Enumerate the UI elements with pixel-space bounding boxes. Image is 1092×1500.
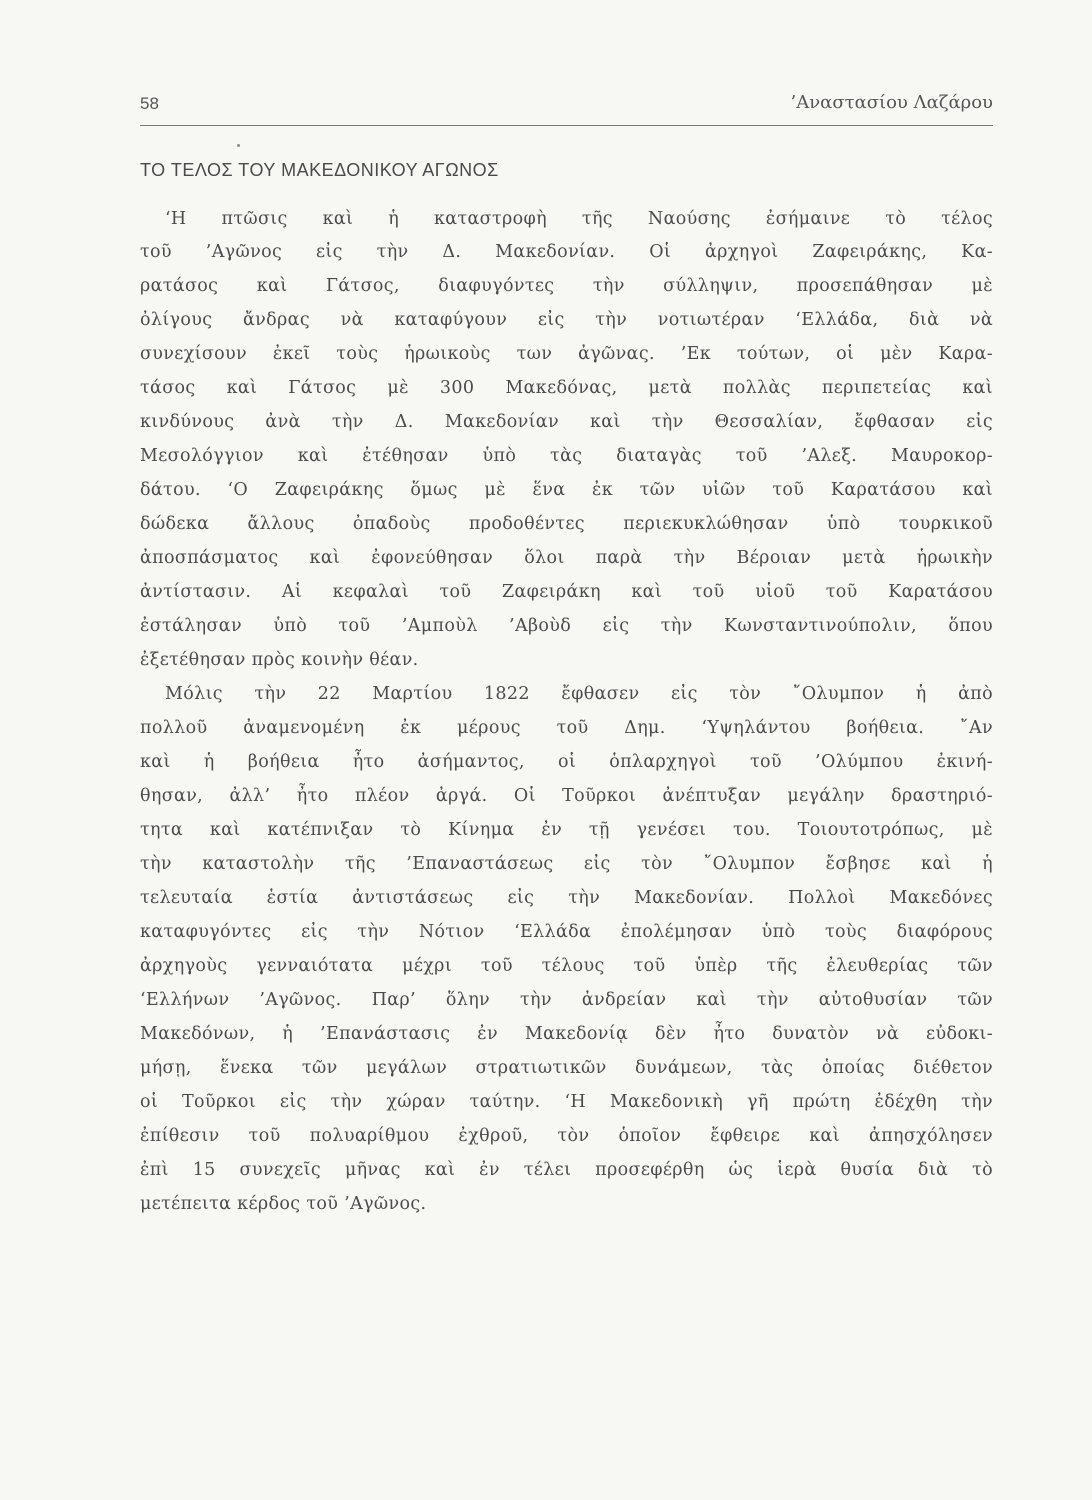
text-line: πολλοῦ ἀναμενομένη ἐκ μέρους τοῦ Δημ. ‘Υψηλάντου βοήθεια. ῎Αν	[140, 718, 993, 738]
text-line: τοῦ ’Αγῶνος εἰς τὴν Δ. Μακεδονίαν. Οἱ ἀρχηγοὶ Ζαφειράκης, Κα-	[140, 242, 993, 262]
text-line: δάτου. ‘Ο Ζαφειράκης ὅμως μὲ ἕνα ἐκ τῶν υἱῶν τοῦ Καρατάσου καὶ	[140, 480, 993, 500]
page-number: 58	[140, 94, 159, 113]
text-line: οἱ Τοῦρκοι εἰς τὴν χώραν ταύτην. ‘Η Μακεδονικὴ γῆ πρώτη ἐδέχθη τὴν	[140, 1092, 993, 1112]
section-title: ΤΟ ΤΕΛΟΣ ΤΟΥ ΜΑΚΕΔΟΝΙΚΟΥ ΑΓΩΝΟΣ	[140, 160, 499, 180]
header-rule	[140, 125, 993, 126]
text-line: ἐπὶ 15 συνεχεῖς μῆνας καὶ ἐν τέλει προσεφέρθη ὡς ἱερὰ θυσία διὰ τὸ	[140, 1160, 993, 1180]
text-line: ἐπίθεσιν τοῦ πολυαρίθμου ἐχθροῦ, τὸν ὁποῖον ἔφθειρε καὶ ἀπησχόλησεν	[140, 1126, 993, 1146]
text-line: τάσος καὶ Γάτσος μὲ 300 Μακεδόνας, μετὰ πολλὰς περιπετείας καὶ	[140, 378, 993, 398]
text-line: Μόλις τὴν 22 Μαρτίου 1822 ἔφθασεν εἰς τὸν ῎Ολυμπον ἡ ἀπὸ	[165, 684, 993, 704]
text-line: μήσῃ, ἕνεκα τῶν μεγάλων στρατιωτικῶν δυνάμεων, τὰς ὁποίας διέθετον	[140, 1058, 993, 1078]
text-line: Μακεδόνων, ἡ ’Επανάστασις ἐν Μακεδονίᾳ δὲν ἦτο δυνατὸν νὰ εὐδοκι-	[140, 1024, 993, 1044]
page-header	[140, 88, 993, 120]
text-line: μετέπειτα κέρδος τοῦ ’Αγῶνος.	[140, 1194, 427, 1214]
text-line: κινδύνους ἀνὰ τὴν Δ. Μακεδονίαν καὶ τὴν Θεσσαλίαν, ἔφθασαν εἰς	[140, 412, 993, 432]
text-line: ἐστάλησαν ὑπὸ τοῦ ’Αμποὺλ ’Αβοὺδ εἰς τὴν Κωνσταντινούπολιν, ὅπου	[140, 616, 993, 636]
text-line: τητα καὶ κατέπνιξαν τὸ Κίνημα ἐν τῇ γενέσει του. Τοιουτοτρόπως, μὲ	[140, 820, 993, 840]
text-line: δώδεκα ἄλλους ὀπαδοὺς προδοθέντες περιεκυκλώθησαν ὑπὸ τουρκικοῦ	[140, 514, 993, 534]
text-line: θησαν, ἀλλ’ ἦτο πλέον ἀργά. Οἱ Τοῦρκοι ἀνέπτυξαν μεγάλην δραστηριό-	[140, 786, 993, 806]
text-line: ἐξετέθησαν πρὸς κοινὴν θέαν.	[140, 650, 419, 670]
text-line: ‘Ελλήνων ’Αγῶνος. Παρ’ ὅλην τὴν ἀνδρείαν καὶ τὴν αὐτοθυσίαν τῶν	[140, 990, 993, 1010]
text-line: συνεχίσουν ἐκεῖ τοὺς ἡρωικοὺς των ἀγῶνας. ’Εκ τούτων, οἱ μὲν Καρα-	[140, 344, 993, 364]
text-line: καταφυγόντες εἰς τὴν Νότιον ‘Ελλάδα ἐπολέμησαν ὑπὸ τοὺς διαφόρους	[140, 922, 993, 942]
text-line: ὀλίγους ἄνδρας νὰ καταφύγουν εἰς τὴν νοτιωτέραν ‘Ελλάδα, διὰ νὰ	[140, 310, 993, 330]
text-line: καὶ ἡ βοήθεια ἦτο ἀσήμαντος, οἱ ὁπλαρχηγοὶ τοῦ ’Ολύμπου ἐκινή-	[140, 752, 993, 772]
text-line: ρατάσος καὶ Γάτσος, διαφυγόντες τὴν σύλληψιν, προσεπάθησαν μὲ	[140, 276, 993, 296]
text-line: ‘Η πτῶσις καὶ ἡ καταστροφὴ τῆς Ναούσης ἐσήμαινε τὸ τέλος	[165, 209, 993, 229]
text-line: ἀποσπάσματος καὶ ἐφονεύθησαν ὅλοι παρὰ τὴν Βέροιαν μετὰ ἡρωικὴν	[140, 548, 993, 568]
running-head: ’Αναστασίου Λαζάρου	[790, 92, 993, 113]
ink-dot	[237, 144, 240, 147]
text-line: ἀντίστασιν. Αἱ κεφαλαὶ τοῦ Ζαφειράκη καὶ τοῦ υἱοῦ τοῦ Καρατάσου	[140, 582, 993, 602]
text-line: ἀρχηγοὺς γενναιότατα μέχρι τοῦ τέλους τοῦ ὑπὲρ τῆς ἐλευθερίας τῶν	[140, 956, 993, 976]
text-line: Μεσολόγγιον καὶ ἐτέθησαν ὑπὸ τὰς διαταγὰς τοῦ ’Αλεξ. Μαυροκορ-	[140, 446, 993, 466]
text-line: τελευταία ἑστία ἀντιστάσεως εἰς τὴν Μακεδονίαν. Πολλοὶ Μακεδόνες	[140, 888, 993, 908]
text-line: τὴν καταστολὴν τῆς ’Επαναστάσεως εἰς τὸν ῎Ολυμπον ἔσβησε καὶ ἡ	[140, 854, 993, 874]
